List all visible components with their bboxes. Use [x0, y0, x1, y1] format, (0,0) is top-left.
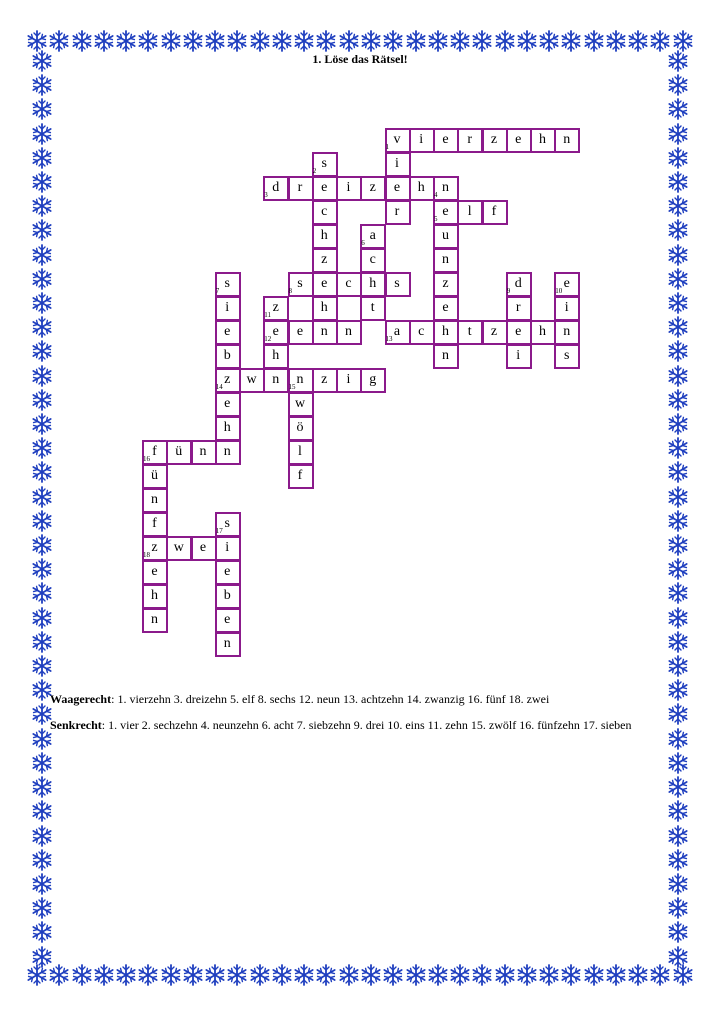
- crossword-cell: [360, 368, 386, 393]
- clues-down-text: : 1. vier 2. sechzehn 4. neunzehn 6. acht 7. siebzehn 9. drei 10. eins 11. zehn 15. zwölf 16. fünfzehn 17. sieben: [101, 718, 632, 732]
- cell-letter: c: [369, 252, 377, 267]
- cell-letter: s: [224, 516, 231, 531]
- crossword-cell: [530, 128, 556, 153]
- clue-number: 3: [264, 191, 268, 199]
- crossword-cell: [336, 320, 362, 345]
- cell-letter: h: [369, 276, 378, 291]
- crossword-cell: [312, 176, 338, 201]
- cell-letter: z: [272, 300, 280, 315]
- crossword-cell: [360, 296, 386, 321]
- clues-across-label: Waagerecht: [50, 692, 112, 706]
- crossword-cell: [360, 272, 386, 297]
- crossword-cell: [312, 296, 338, 321]
- cell-letter: z: [442, 276, 450, 291]
- cell-letter: i: [395, 156, 400, 171]
- cell-letter: f: [152, 444, 158, 459]
- cell-letter: z: [321, 252, 329, 267]
- crossword-cell: [506, 296, 532, 321]
- cell-letter: h: [320, 300, 329, 315]
- cell-letter: z: [151, 540, 159, 555]
- cell-letter: e: [224, 396, 232, 411]
- cell-letter: r: [467, 132, 474, 147]
- crossword-cell: [409, 176, 435, 201]
- cell-letter: a: [369, 228, 377, 243]
- cell-letter: n: [563, 132, 572, 147]
- crossword-cell: [506, 344, 532, 369]
- cell-letter: i: [346, 180, 352, 195]
- clue-number: 11: [264, 311, 271, 319]
- cell-letter: f: [152, 516, 158, 531]
- crossword-cell: [288, 440, 314, 465]
- cell-letter: f: [491, 204, 498, 219]
- cell-letter: e: [321, 180, 329, 195]
- crossword-cell: [360, 176, 386, 201]
- cell-letter: e: [224, 324, 232, 339]
- crossword-cell: [385, 272, 411, 297]
- cell-letter: e: [296, 324, 305, 339]
- cell-letter: h: [320, 228, 329, 243]
- cell-letter: e: [321, 276, 329, 291]
- crossword-cell: [288, 320, 314, 345]
- cell-letter: e: [563, 276, 571, 291]
- cell-letter: n: [563, 324, 572, 339]
- crossword-cell: [482, 320, 508, 345]
- cell-letter: t: [467, 324, 473, 339]
- cell-letter: s: [564, 348, 571, 363]
- cell-letter: a: [393, 324, 402, 339]
- crossword-cell: [142, 608, 168, 633]
- crossword-cell: [215, 392, 241, 417]
- crossword-cell: [482, 200, 508, 225]
- crossword-cell: [336, 368, 362, 393]
- crossword-cell: [288, 368, 314, 393]
- cell-letter: e: [442, 132, 450, 147]
- clues-down-label: Senkrecht: [50, 718, 102, 732]
- cell-letter: i: [225, 540, 231, 555]
- cell-letter: n: [223, 444, 232, 459]
- crossword-cell: [215, 608, 241, 633]
- cell-letter: e: [393, 180, 402, 195]
- crossword-cell: [312, 272, 338, 297]
- cell-letter: h: [442, 324, 450, 339]
- clues-section: [50, 686, 670, 738]
- clue-number: 17: [215, 527, 223, 535]
- crossword-cell: [482, 128, 508, 153]
- crossword-cell: [215, 512, 241, 537]
- crossword-cell: [263, 344, 289, 369]
- crossword-cell: [506, 128, 532, 153]
- cell-letter: s: [321, 156, 328, 171]
- crossword-cell: [336, 272, 362, 297]
- crossword-cell: [288, 176, 314, 201]
- clue-number: 5: [434, 215, 438, 223]
- clue-number: 8: [288, 287, 292, 295]
- cell-letter: e: [442, 300, 450, 315]
- clue-number: 14: [215, 383, 223, 391]
- cell-letter: n: [320, 324, 329, 339]
- crossword-cell: [142, 440, 168, 465]
- crossword-cell: [385, 200, 411, 225]
- cell-letter: r: [297, 180, 304, 195]
- clue-number: 1: [385, 143, 389, 151]
- cell-letter: n: [223, 636, 232, 651]
- crossword-cell: [312, 152, 338, 177]
- crossword-cell: [142, 536, 168, 561]
- crossword-cell: [191, 536, 217, 561]
- crossword-cell: [433, 320, 459, 345]
- cell-letter: f: [297, 468, 304, 483]
- crossword-cell: [433, 272, 459, 297]
- crossword-cell: [263, 368, 289, 393]
- cell-letter: e: [515, 132, 523, 147]
- crossword-cell: [433, 344, 459, 369]
- crossword-cell: [215, 344, 241, 369]
- cell-letter: h: [223, 420, 232, 435]
- crossword-cell: [433, 200, 459, 225]
- cell-letter: i: [346, 372, 352, 387]
- crossword-cell: [263, 176, 289, 201]
- crossword-cell: [433, 248, 459, 273]
- crossword-cell: [360, 224, 386, 249]
- cell-letter: z: [369, 180, 377, 195]
- crossword-cell: [433, 128, 459, 153]
- crossword-cell: [288, 392, 314, 417]
- crossword-cell: [142, 488, 168, 513]
- crossword-cell: [312, 224, 338, 249]
- cell-letter: l: [467, 204, 473, 219]
- crossword-cell: [506, 320, 532, 345]
- cell-letter: i: [225, 300, 231, 315]
- crossword-cell: [312, 248, 338, 273]
- cell-letter: b: [223, 588, 232, 603]
- crossword-cell: [142, 584, 168, 609]
- clue-number: 6: [361, 239, 365, 247]
- crossword-cell: [215, 560, 241, 585]
- crossword-cell: [215, 272, 241, 297]
- crossword-cell: [409, 128, 435, 153]
- cell-letter: d: [272, 180, 281, 195]
- cell-letter: h: [539, 132, 547, 147]
- crossword-cell: [142, 512, 168, 537]
- cell-letter: e: [442, 204, 450, 219]
- cell-letter: c: [418, 324, 426, 339]
- crossword-cell: [554, 272, 580, 297]
- cell-letter: s: [224, 276, 231, 291]
- cell-letter: c: [321, 204, 329, 219]
- crossword-cell: [385, 128, 411, 153]
- crossword-cell: [166, 440, 192, 465]
- cell-letter: h: [151, 588, 159, 603]
- crossword-cell: [215, 416, 241, 441]
- crossword-cell: [554, 128, 580, 153]
- crossword-cell: [360, 248, 386, 273]
- crossword-cell: [385, 176, 411, 201]
- clue-number: 4: [434, 191, 438, 199]
- crossword-cell: [215, 440, 241, 465]
- clue-number: 15: [288, 383, 296, 391]
- cell-letter: c: [345, 276, 353, 291]
- cell-letter: n: [442, 180, 450, 195]
- cell-letter: ü: [151, 468, 159, 483]
- cell-letter: l: [298, 444, 303, 459]
- cell-letter: e: [272, 324, 280, 339]
- cell-letter: z: [321, 372, 329, 387]
- crossword-cell: [336, 176, 362, 201]
- cell-letter: w: [294, 396, 307, 411]
- cell-letter: n: [151, 492, 159, 507]
- cell-letter: z: [490, 132, 499, 147]
- cell-letter: g: [369, 372, 378, 387]
- cell-letter: i: [419, 132, 425, 147]
- crossword-cell: [215, 632, 241, 657]
- cell-letter: h: [539, 324, 547, 339]
- cell-letter: e: [151, 564, 159, 579]
- cell-letter: d: [514, 276, 523, 291]
- crossword-cell: [215, 536, 241, 561]
- cell-letter: n: [442, 348, 450, 363]
- cell-letter: e: [199, 540, 208, 555]
- cell-letter: r: [515, 300, 522, 315]
- crossword-cell: [506, 272, 532, 297]
- crossword-cell: [554, 296, 580, 321]
- crossword-cell: [457, 128, 483, 153]
- crossword-cell: [263, 296, 289, 321]
- clue-number: 7: [215, 287, 220, 295]
- clues-down: [50, 712, 670, 738]
- crossword-cell: [215, 368, 241, 393]
- crossword-cell: [215, 296, 241, 321]
- crossword-cell: [433, 296, 459, 321]
- crossword-cell: [530, 320, 556, 345]
- crossword-cell: [433, 224, 459, 249]
- cell-letter: n: [199, 444, 208, 459]
- cell-letter: h: [417, 180, 426, 195]
- crossword-cell: [215, 584, 241, 609]
- crossword-cell: [457, 200, 483, 225]
- cell-letter: w: [246, 372, 258, 387]
- cell-letter: t: [370, 300, 376, 315]
- cell-letter: i: [564, 300, 570, 315]
- clue-number: 13: [385, 335, 393, 343]
- cell-letter: s: [394, 276, 401, 291]
- crossword-cell: [385, 152, 411, 177]
- crossword-cell: [385, 320, 411, 345]
- clue-number: 10: [555, 287, 563, 295]
- crossword-cell: [312, 200, 338, 225]
- crossword-cell: [288, 464, 314, 489]
- crossword-cell: [312, 368, 338, 393]
- cell-letter: n: [442, 252, 450, 267]
- crossword-cell: [166, 536, 192, 561]
- cell-letter: n: [272, 372, 281, 387]
- cell-letter: v: [393, 132, 402, 147]
- clue-number: 18: [143, 551, 150, 559]
- cell-letter: e: [224, 612, 232, 627]
- cell-letter: n: [151, 612, 159, 627]
- cell-letter: n: [296, 372, 305, 387]
- crossword-cell: [215, 320, 241, 345]
- cell-letter: z: [224, 372, 232, 387]
- clue-number: 12: [264, 335, 272, 343]
- crossword-cell: [263, 320, 289, 345]
- clues-across-text: : 1. vierzehn 3. dreizehn 5. elf 8. sechs 12. neun 13. achtzehn 14. zwanzig 16. fünf 18. zwei: [111, 692, 550, 706]
- cell-letter: z: [490, 324, 499, 339]
- crossword-cell: [554, 320, 580, 345]
- crossword-cell: [142, 560, 168, 585]
- crossword-cell: [312, 320, 338, 345]
- crossword-cell: [288, 416, 314, 441]
- clue-number: 9: [506, 287, 511, 295]
- clue-number: 2: [312, 167, 317, 175]
- cell-letter: e: [224, 564, 232, 579]
- cell-letter: n: [345, 324, 353, 339]
- cell-letter: i: [516, 348, 522, 363]
- clue-number: 16: [143, 455, 150, 463]
- crossword-cell: [457, 320, 483, 345]
- crossword-cell: [433, 176, 459, 201]
- cell-letter: ü: [175, 444, 184, 459]
- crossword-cell: [191, 440, 217, 465]
- crossword-cell: [409, 320, 435, 345]
- crossword-cell: [554, 344, 580, 369]
- cell-letter: e: [515, 324, 523, 339]
- crossword-cell: [239, 368, 265, 393]
- clues-across: [50, 686, 670, 712]
- cell-letter: b: [223, 348, 232, 363]
- cell-letter: w: [173, 540, 185, 555]
- cell-letter: ö: [296, 420, 305, 435]
- crossword-cell: [142, 464, 168, 489]
- cell-letter: u: [442, 228, 450, 243]
- cell-letter: h: [272, 348, 281, 363]
- cell-letter: r: [394, 204, 401, 219]
- crossword-cell: [288, 272, 314, 297]
- page-title: 1. Löse das Rätsel!: [312, 52, 408, 66]
- cell-letter: s: [297, 276, 304, 291]
